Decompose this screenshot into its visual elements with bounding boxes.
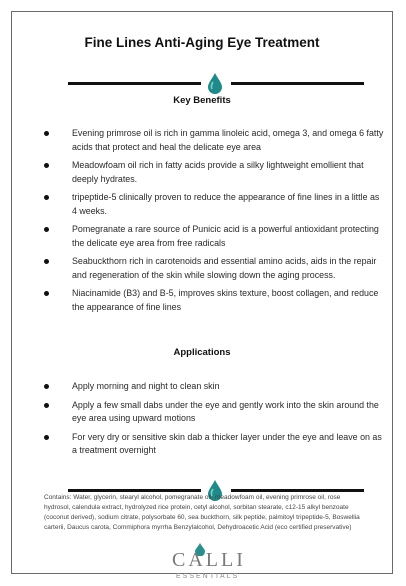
benefit-item — [44, 255, 384, 282]
page-title: Fine Lines Anti-Aging Eye Treatment — [84, 35, 320, 50]
key-benefits-heading: Key Benefits — [173, 95, 231, 106]
benefit-item — [44, 159, 384, 186]
benefit-item — [44, 127, 384, 154]
applications-heading: Applications — [173, 347, 231, 358]
bullet-icon — [44, 435, 49, 440]
ingredients-text: Contains: Water, glycerin, stearyl alcohol, pomegranate oil, meadowfoam oil, evening primrose oil, rose hydrosol, calendula extract, hydrolyzed rice protein, cetyl alcohol, sorbitan stearate, c12-15 alkyl benzoate (coconut derived), sodium citrate, polysorbate 60, sea buckthorn, silk peptide, palmitoyl tripeptide-5, Boswellia carterii, Daucus carota, Commiphora myrrha Benzylalcohol, Dehydroacetic Acid (eco certified preservative) — [44, 494, 360, 531]
benefit-item-text: Evening primrose oil is rich in gamma linoleic acid, omega 3, and omega 6 fatty acids that protect and heal the delicate eye area — [72, 128, 384, 152]
logo-wordmark: CALLI — [172, 549, 246, 571]
benefit-item-text: Meadowfoam oil rich in fatty acids provide a silky lightweight emollient that deeply hydrates. — [72, 160, 364, 184]
bullet-icon — [44, 259, 49, 264]
benefit-item-text: Seabuckthorn rich in carotenoids and essential amino acids, aids in the repair and regeneration of the skin while slowing down the aging process. — [72, 256, 377, 280]
bullet-icon — [44, 291, 49, 296]
application-item-text: For very dry or sensitive skin dab a thicker layer under the eye and leave on as a treatment overnight — [72, 431, 382, 455]
key-benefits-list — [44, 127, 384, 319]
product-card — [11, 11, 393, 574]
benefit-item-text: Pomegranate a rare source of Punicic acid is a powerful antioxidant protecting the delicate eye area from free radicals — [72, 224, 379, 248]
benefit-item-text: Niacinamide (B3) and B-5, improves skins texture, boost collagen, and reduce the appearance of fine lines — [72, 288, 379, 312]
bullet-icon — [44, 131, 49, 136]
application-item — [44, 431, 384, 458]
water-drop-icon — [207, 72, 223, 94]
benefit-item — [44, 223, 384, 250]
bullet-icon — [44, 384, 49, 389]
title-divider — [68, 78, 364, 90]
bullet-icon — [44, 163, 49, 168]
bullet-icon — [44, 227, 49, 232]
application-item — [44, 399, 384, 426]
bullet-icon — [44, 195, 49, 200]
application-item-text: Apply morning and night to clean skin — [72, 381, 220, 391]
benefit-item — [44, 287, 384, 314]
applications-list — [44, 380, 384, 463]
benefit-item-text: tripeptide-5 clinically proven to reduce the appearance of fine lines in a little as 4 weeks. — [72, 192, 380, 216]
benefit-item — [44, 191, 384, 218]
application-item — [44, 380, 384, 394]
brand-logo — [160, 543, 250, 583]
bullet-icon — [44, 403, 49, 408]
application-item-text: Apply a few small dabs under the eye and gently work into the skin around the eye area using upward motions — [72, 399, 379, 423]
logo-subtitle: ESSENTIALS — [176, 573, 240, 580]
